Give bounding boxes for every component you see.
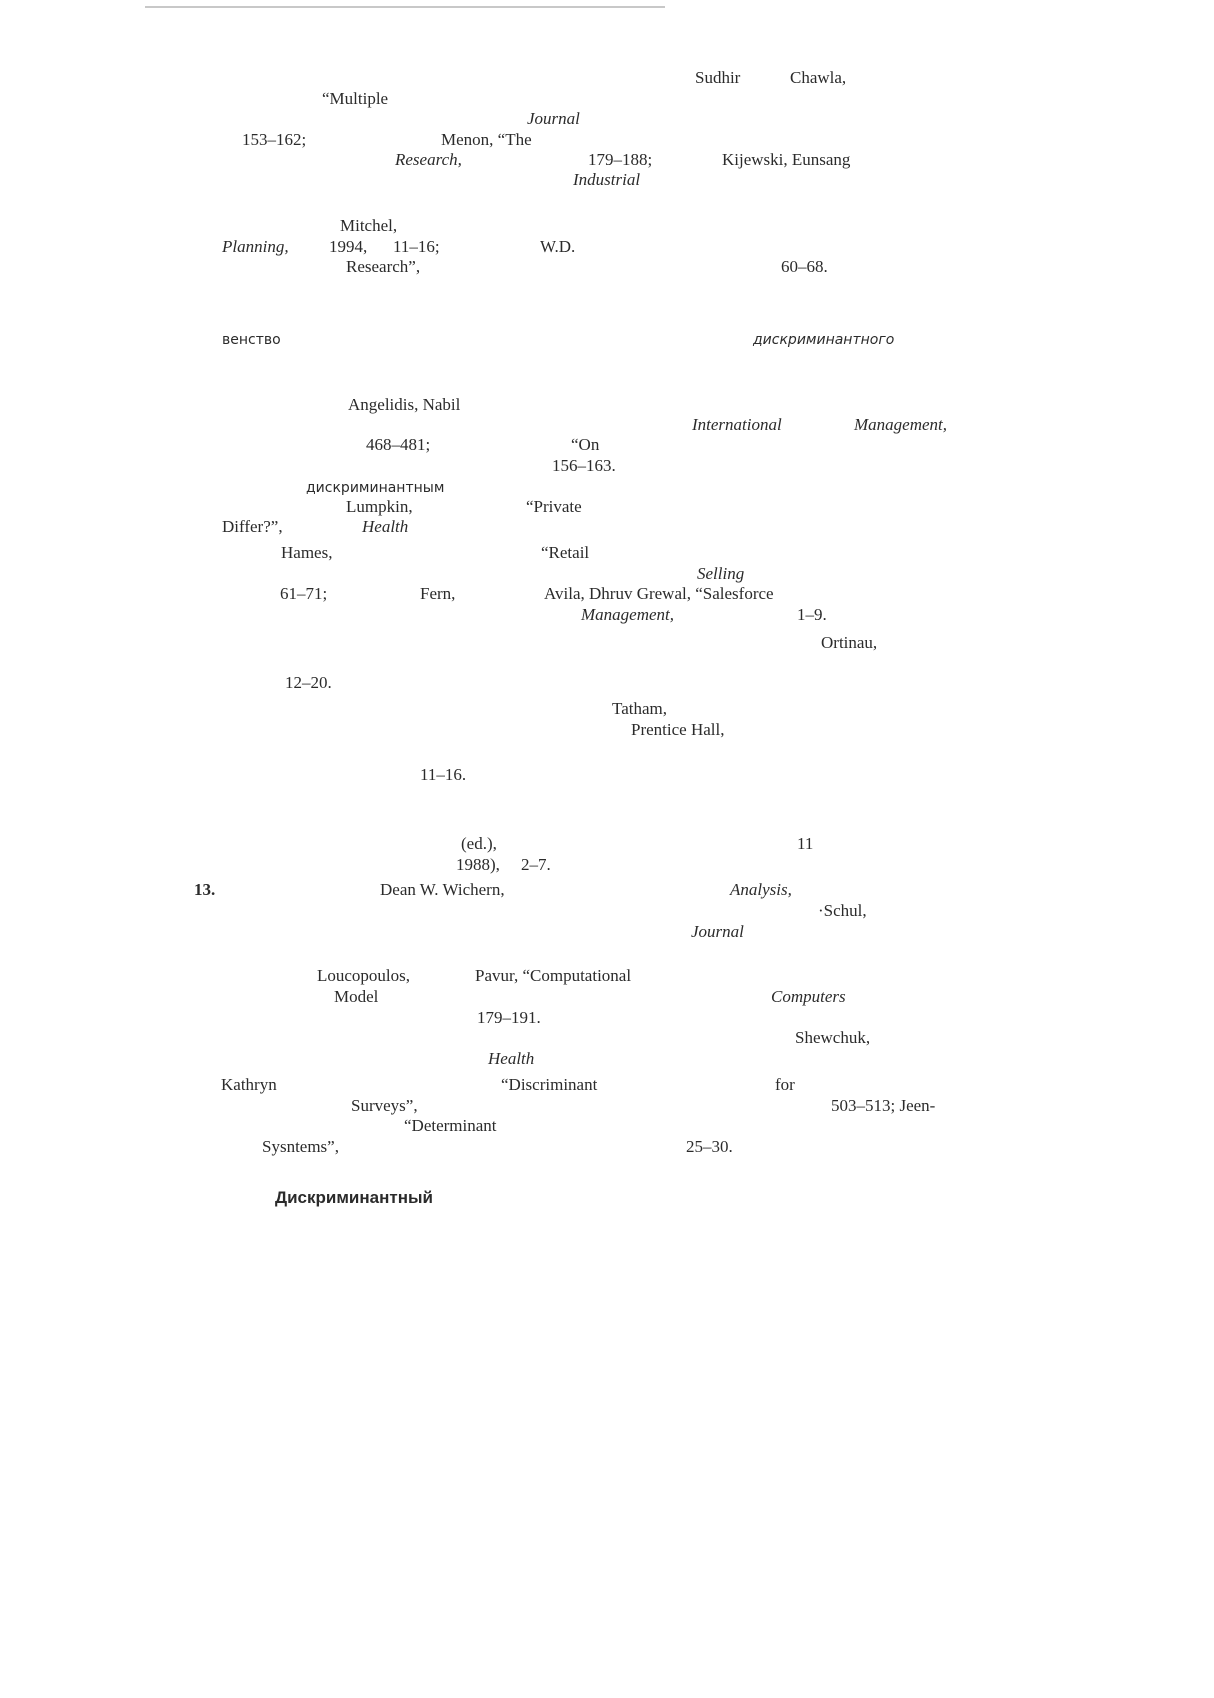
text-fragment: 2–7.: [521, 855, 551, 874]
text-fragment: “Multiple: [322, 89, 389, 108]
text-fragment: Surveys”,: [351, 1096, 418, 1115]
text-fragment: Ortinau,: [821, 633, 878, 652]
text-fragment: 12–20.: [285, 673, 332, 692]
text-fragment: International: [692, 415, 782, 434]
text-fragment: Mitchel,: [340, 216, 398, 235]
text-fragment: Tatham,: [612, 699, 667, 718]
text-fragment: Health: [362, 517, 409, 536]
text-fragment: 468–481;: [366, 435, 431, 454]
text-fragment: 1988),: [456, 855, 500, 874]
text-fragment: Industrial: [573, 170, 641, 189]
text-fragment: Kijewski, Eunsang: [722, 150, 851, 169]
text-fragment: Angelidis, Nabil: [348, 395, 461, 414]
text-fragment: 153–162;: [242, 130, 307, 149]
text-fragment: Management,: [581, 605, 675, 624]
text-fragment: Health: [488, 1049, 535, 1068]
text-fragment: 11–16;: [393, 237, 440, 256]
text-fragment: Management,: [854, 415, 948, 434]
item-number: 13.: [194, 880, 216, 899]
text-fragment: Avila, Dhruv Grewal, “Salesforce: [544, 584, 774, 603]
text-fragment: венство: [222, 332, 281, 348]
text-fragment: Sudhir: [695, 68, 741, 87]
text-fragment: “On: [571, 435, 600, 454]
text-fragment: W.D.: [540, 237, 576, 256]
text-fragment: Hames,: [281, 543, 333, 562]
text-fragment: “Private: [526, 497, 582, 516]
text-fragment: Lumpkin,: [346, 497, 413, 516]
text-fragment: Journal: [691, 922, 744, 941]
text-fragment: “Retail: [541, 543, 590, 562]
text-fragment: 1–9.: [797, 605, 827, 624]
text-fragment: Fern,: [420, 584, 456, 603]
top-rule: [145, 6, 665, 8]
text-fragment: Pavur, “Computational: [475, 966, 632, 985]
text-fragment: 156–163.: [552, 456, 616, 475]
text-fragment: Kathryn: [221, 1075, 277, 1094]
text-fragment: 503–513; Jeen-: [831, 1096, 936, 1115]
text-fragment: Sysntems”,: [262, 1137, 339, 1156]
text-fragment: дискриминантным: [306, 480, 445, 496]
text-fragment: Menon, “The: [441, 130, 532, 149]
text-fragment: 11–16.: [420, 765, 467, 784]
text-fragment: Differ?”,: [222, 517, 283, 536]
text-fragment: “Discriminant: [501, 1075, 598, 1094]
text-fragment: Research”,: [346, 257, 421, 276]
text-fragment: Analysis,: [730, 880, 792, 899]
text-fragment: Model: [334, 987, 379, 1006]
text-fragment: 11: [797, 834, 814, 853]
text-fragment: дискриминантного: [753, 332, 895, 348]
text-fragment: 179–191.: [477, 1008, 541, 1027]
text-fragment: 179–188;: [588, 150, 653, 169]
text-fragment: for: [775, 1075, 795, 1094]
text-fragment: Shewchuk,: [795, 1028, 871, 1047]
text-fragment: ·Schul,: [818, 901, 867, 920]
text-fragment: Loucopoulos,: [317, 966, 411, 985]
text-fragment: 25–30.: [686, 1137, 733, 1156]
text-fragment: “Determinant: [404, 1116, 497, 1135]
text-fragment: Dean W. Wichern,: [380, 880, 505, 899]
text-fragment: (ed.),: [461, 834, 497, 853]
text-fragment: Prentice Hall,: [631, 720, 725, 739]
text-fragment: 1994,: [329, 237, 368, 256]
footer-heading: Дискриминантный: [275, 1188, 433, 1207]
text-fragment: Computers: [771, 987, 846, 1006]
text-fragment: 61–71;: [280, 584, 328, 603]
text-fragment: Research,: [395, 150, 462, 169]
text-fragment: Planning,: [222, 237, 289, 256]
text-fragment: Selling: [697, 564, 745, 583]
text-fragment: Chawla,: [790, 68, 847, 87]
text-fragment: Journal: [527, 109, 580, 128]
text-fragment: 60–68.: [781, 257, 828, 276]
